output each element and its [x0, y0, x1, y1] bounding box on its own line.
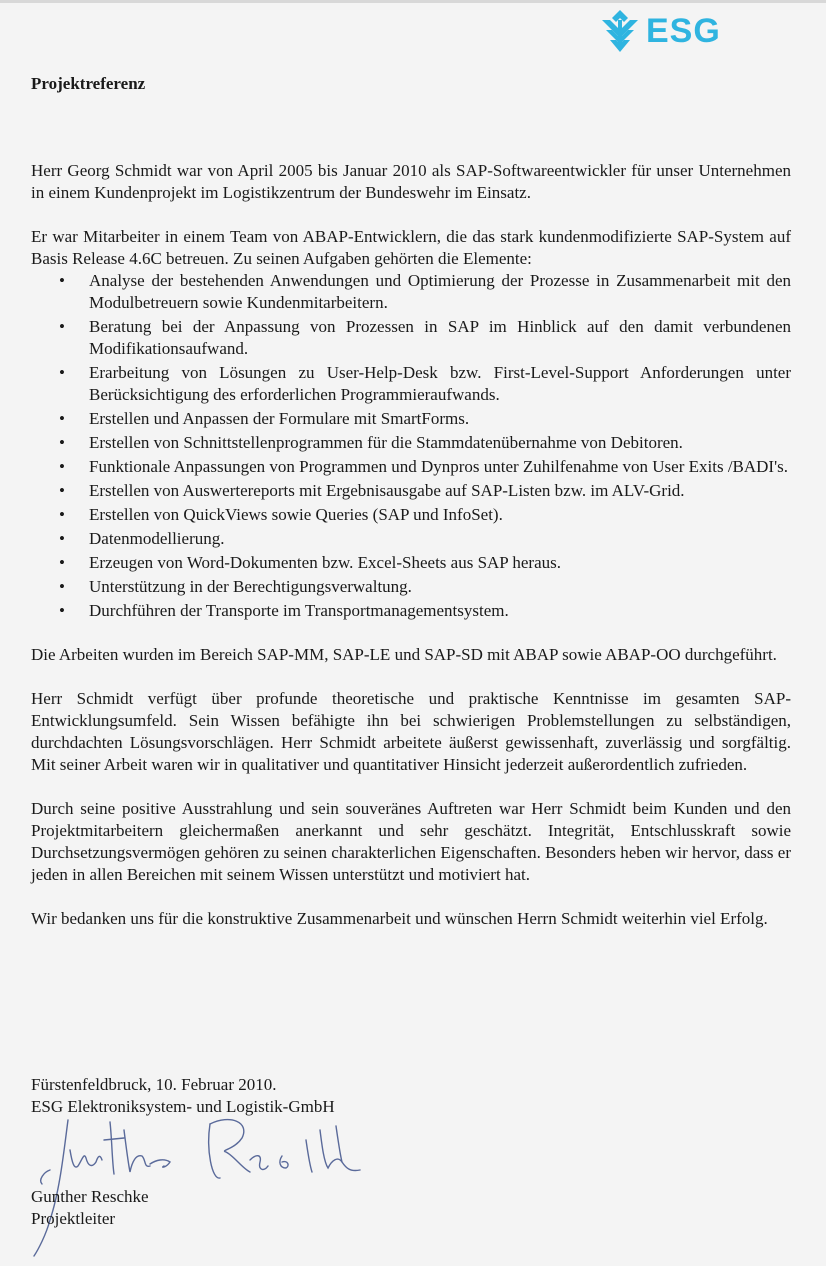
personality-paragraph: Durch seine positive Ausstrahlung und sein souveränes Auftreten war Herr Schmidt beim Kunden und den Projektmitarbeitern gleichermaßen anerkannt und sehr geschätzt. Integrität, Entschlusskraft sowie Durchsetzungsvermögen gehören zu seinen charakterlichen Eigenschaften. Besonders heben wir hervor, dass er jeden in allen Bereichen mit seinem Wissen unterstützt und motiviert hat. — [31, 799, 791, 884]
signer-name: Gunther Reschke — [31, 1187, 149, 1206]
signer-block — [31, 1186, 149, 1230]
letter-body — [31, 160, 791, 930]
company-logo — [598, 10, 721, 52]
task-item: • Funktionale Anpassungen von Programmen und Dynpros unter Zuhilfenahme von User Exits /BADI's. — [59, 457, 789, 476]
knowledge-paragraph: Herr Schmidt verfügt über profunde theoretische und praktische Kenntnisse im gesamten SAP-Entwicklungsumfeld. Sein Wissen befähigte ihn bei schwierigen Problemstellungen zu selbständigen, durchdachten Lösungsvorschlägen. Herr Schmidt arbeitete äußerst gewissenhaft, zuverlässig und sorgfältig. Mit seiner Arbeit waren wir in qualitativer und quantitativer Hinsicht jederzeit außerordentlich zufrieden. — [31, 689, 791, 774]
areas-paragraph: Die Arbeiten wurden im Bereich SAP-MM, SAP-LE und SAP-SD mit ABAP sowie ABAP-OO durchgeführt. — [31, 645, 777, 664]
task-item: • Beratung bei der Anpassung von Prozessen in SAP im Hinblick auf den damit verbundenen Modifikationsaufwand. — [59, 317, 791, 358]
bullet-icon: • — [59, 529, 65, 548]
task-item: • Erarbeitung von Lösungen zu User-Help-Desk bzw. First-Level-Support Anforderungen unter Berücksichtigung des erforderlichen Programmieraufwands. — [59, 363, 791, 404]
bullet-icon: • — [59, 271, 65, 290]
bullet-icon: • — [59, 317, 65, 336]
bullet-icon: • — [59, 409, 65, 428]
logo-text: ESG — [646, 12, 721, 50]
task-item: • Datenmodellierung. — [59, 529, 225, 548]
task-item: • Erzeugen von Word-Dokumenten bzw. Excel-Sheets aus SAP heraus. — [59, 553, 561, 572]
task-item: • Erstellen von Auswertereports mit Ergebnisausgabe auf SAP-Listen bzw. im ALV-Grid. — [59, 481, 685, 500]
document-title: Projektreferenz — [31, 74, 146, 93]
bullet-icon: • — [59, 457, 65, 476]
task-item: • Erstellen und Anpassen der Formulare mit SmartForms. — [59, 409, 470, 428]
bullet-icon: • — [59, 505, 65, 524]
task-item: • Unterstützung in der Berechtigungsverwaltung. — [59, 577, 412, 596]
task-item: • Durchführen der Transporte im Transportmanagementsystem. — [59, 601, 509, 620]
bullet-icon: • — [59, 553, 65, 572]
task-list — [31, 270, 791, 622]
task-item: • Analyse der bestehenden Anwendungen und Optimierung der Prozesse in Zusammenarbeit mit den Modulbetreuern sowie Kundenmitarbeitern. — [59, 271, 791, 312]
place-date: Fürstenfeldbruck, 10. Februar 2010. — [31, 1075, 277, 1094]
esg-emblem-icon — [598, 10, 642, 52]
bullet-icon: • — [59, 577, 65, 596]
bullet-icon: • — [59, 601, 65, 620]
bullet-icon: • — [59, 481, 65, 500]
bullet-icon: • — [59, 433, 65, 452]
bullet-icon: • — [59, 363, 65, 382]
company-name: ESG Elektroniksystem- und Logistik-GmbH — [31, 1097, 335, 1116]
signer-role: Projektleiter — [31, 1209, 116, 1228]
handwritten-signature-icon — [20, 1110, 380, 1260]
task-item: • Erstellen von Schnittstellenprogrammen für die Stammdatenübernahme von Debitoren. — [59, 433, 683, 452]
intro-paragraph: Herr Georg Schmidt war von April 2005 bis Januar 2010 als SAP-Softwareentwickler für unser Unternehmen in einem Kundenprojekt im Logistikzentrum der Bundeswehr im Einsatz. — [31, 161, 791, 202]
task-item: • Erstellen von QuickViews sowie Queries (SAP und InfoSet). — [59, 505, 503, 524]
scan-edge — [0, 0, 826, 3]
thanks-paragraph: Wir bedanken uns für die konstruktive Zusammenarbeit und wünschen Herrn Schmidt weiterhin viel Erfolg. — [31, 909, 768, 928]
team-paragraph: Er war Mitarbeiter in einem Team von ABAP-Entwicklern, die das stark kundenmodifizierte SAP-System auf Basis Release 4.6C betreuen. Zu seinen Aufgaben gehörten die Elemente: — [31, 227, 791, 268]
